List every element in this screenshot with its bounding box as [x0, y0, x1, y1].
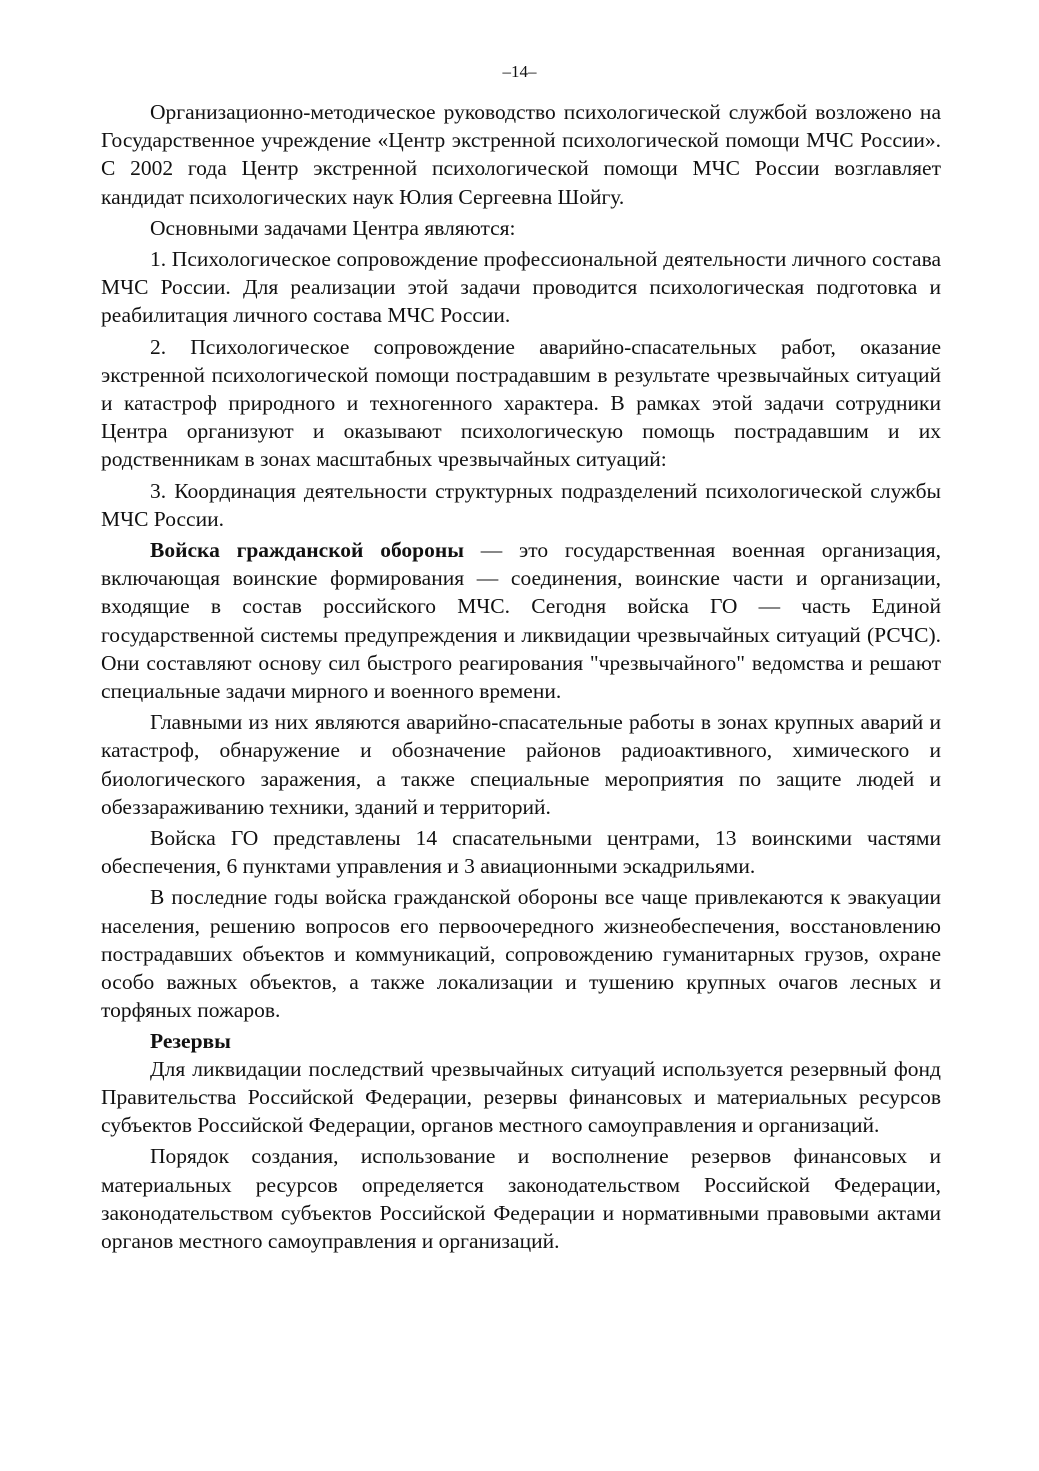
paragraph-psych-service: Организационно-методическое руководство психологической службой возложено на Государственное учреждение «Центр экстренной психологической помощи МЧС России». С 2002 года Центр экстренной психологической помощи МЧС России возглавляет кандидат психологических наук Юлия Сергеевна Шойгу. [101, 100, 941, 209]
paragraph-reserves-fund: Для ликвидации последствий чрезвычайных ситуаций используется резервный фонд Правительства Российской Федерации, резервы финансовых и материальных ресурсов субъектов Российской Федерации, органов местного самоуправления и организаций. [101, 1056, 941, 1138]
document-body [101, 98, 941, 1255]
list-item-task-3: 3. Координация деятельности структурных подразделений психологической службы МЧС России. [101, 478, 941, 531]
paragraph-recent-years: В последние годы войска гражданской обороны все чаще привлекаются к эвакуации населения, решению вопросов его первоочередного жизнеобеспечения, восстановлению пострадавших объектов и коммуникаций, сопровождению гуманитарных грузов, охране особо важных объектов, а также локализации и тушению крупных очагов лесных и торфяных пожаров. [101, 885, 941, 1023]
paragraph-main-tasks: Главными из них являются аварийно-спасательные работы в зонах крупных аварий и катастроф, обнаружение и обозначение районов радиоактивного, химического и биологического заражения, а также специальные мероприятия по защите людей и обеззараживанию техники, зданий и территорий. [101, 710, 941, 819]
civil-defense-definition: — это государственная военная организация, включающая воинские формирования — соединения, воинские части и организации, входящие в состав российского МЧС. Сегодня войска ГО — часть Единой государственной системы предупреждения и ликвидации чрезвычайных ситуаций (РСЧС). Они составляют основу сил быстрого реагирования "чрезвычайного" ведомства и решают специальные задачи мирного и военного времени. [101, 538, 941, 704]
paragraph-center-tasks-intro: Основными задачами Центра являются: [150, 215, 516, 240]
list-item-task-1: 1. Психологическое сопровождение профессиональной деятельности личного состава МЧС России. Для реализации этой задачи проводится психологическая подготовка и реабилитация личного состава МЧС России. [101, 247, 941, 328]
civil-defense-term: Войска гражданской обороны [150, 538, 465, 563]
paragraph-civil-defense [101, 536, 941, 705]
section-heading-reserves: Резервы [150, 1028, 231, 1053]
list-item-task-2: 2. Психологическое сопровождение аварийно-спасательных работ, оказание экстренной психологической помощи пострадавшим в результате чрезвычайных ситуаций и катастроф природного и техногенного характера. В рамках этой задачи сотрудники Центра организуют и оказывают психологическую помощь пострадавшим и их родственникам в зонах масштабных чрезвычайных ситуаций: [101, 334, 941, 472]
page-number: –14– [502, 62, 537, 81]
paragraph-reserves-order: Порядок создания, использование и восполнение резервов финансовых и материальных ресурсов определяется законодательством Российской Федерации, законодательством субъектов Российской Федерации и нормативными правовыми актами органов местного самоуправления и организаций. [101, 1144, 941, 1253]
paragraph-troops-composition: Войска ГО представлены 14 спасательными центрами, 13 воинскими частями обеспечения, 6 пунктами управления и 3 авиационными эскадрильями. [101, 826, 941, 879]
